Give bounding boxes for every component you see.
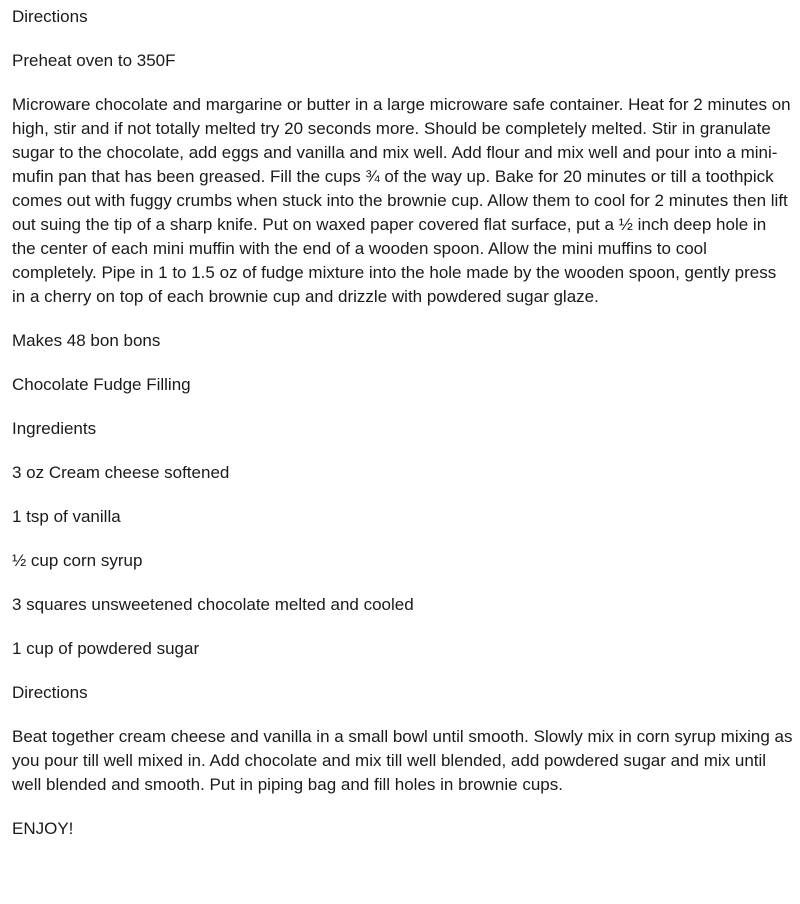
filling-directions-heading: Directions (12, 683, 88, 702)
directions-heading: Directions (12, 7, 88, 26)
preheat-instruction: Preheat oven to 350F (12, 51, 176, 70)
closing-line: ENJOY! (12, 819, 74, 838)
filling-title: Chocolate Fudge Filling (12, 375, 191, 394)
ingredient-item: 3 squares unsweetened chocolate melted and cooled (12, 595, 414, 614)
ingredient-item: 1 cup of powdered sugar (12, 639, 200, 658)
yield-line: Makes 48 bon bons (12, 331, 161, 350)
ingredient-item: ½ cup corn syrup (12, 551, 143, 570)
brownie-directions-paragraph: Microware chocolate and margarine or butter in a large microware safe container. Heat for 2 minutes on high, stir and if not totally melted try 20 seconds more. Should be completely melted. Stir in granulate sugar to the chocolate, add eggs and vanilla and mix well. Add flour and mix well and pour into a mini-mufin pan that has been greased. Fill the cups ¾ of the way up. Bake for 20 minutes or till a toothpick comes out with fuggy crumbs when stuck into the brownie cup. Allow them to cool for 2 minutes then lift out suing the tip of a sharp knife. Put on waxed paper covered flat surface, put a ½ inch deep hole in the center of each mini muffin with the end of a wooden spoon. Allow the mini muffins to cool completely. Pipe in 1 to 1.5 oz of fudge mixture into the hole made by the wooden spoon, gently press in a cherry on top of each brownie cup and drizzle with powdered sugar glaze. (12, 95, 791, 306)
filling-directions-paragraph: Beat together cream cheese and vanilla in a small bowl until smooth. Slowly mix in corn syrup mixing as you pour till well mixed in. Add chocolate and mix till well blended, add powdered sugar and mix until well blended and smooth. Put in piping bag and fill holes in brownie cups. (12, 727, 793, 794)
ingredient-item: 1 tsp of vanilla (12, 507, 121, 526)
ingredient-item: 3 oz Cream cheese softened (12, 463, 230, 482)
ingredients-heading: Ingredients (12, 419, 97, 438)
